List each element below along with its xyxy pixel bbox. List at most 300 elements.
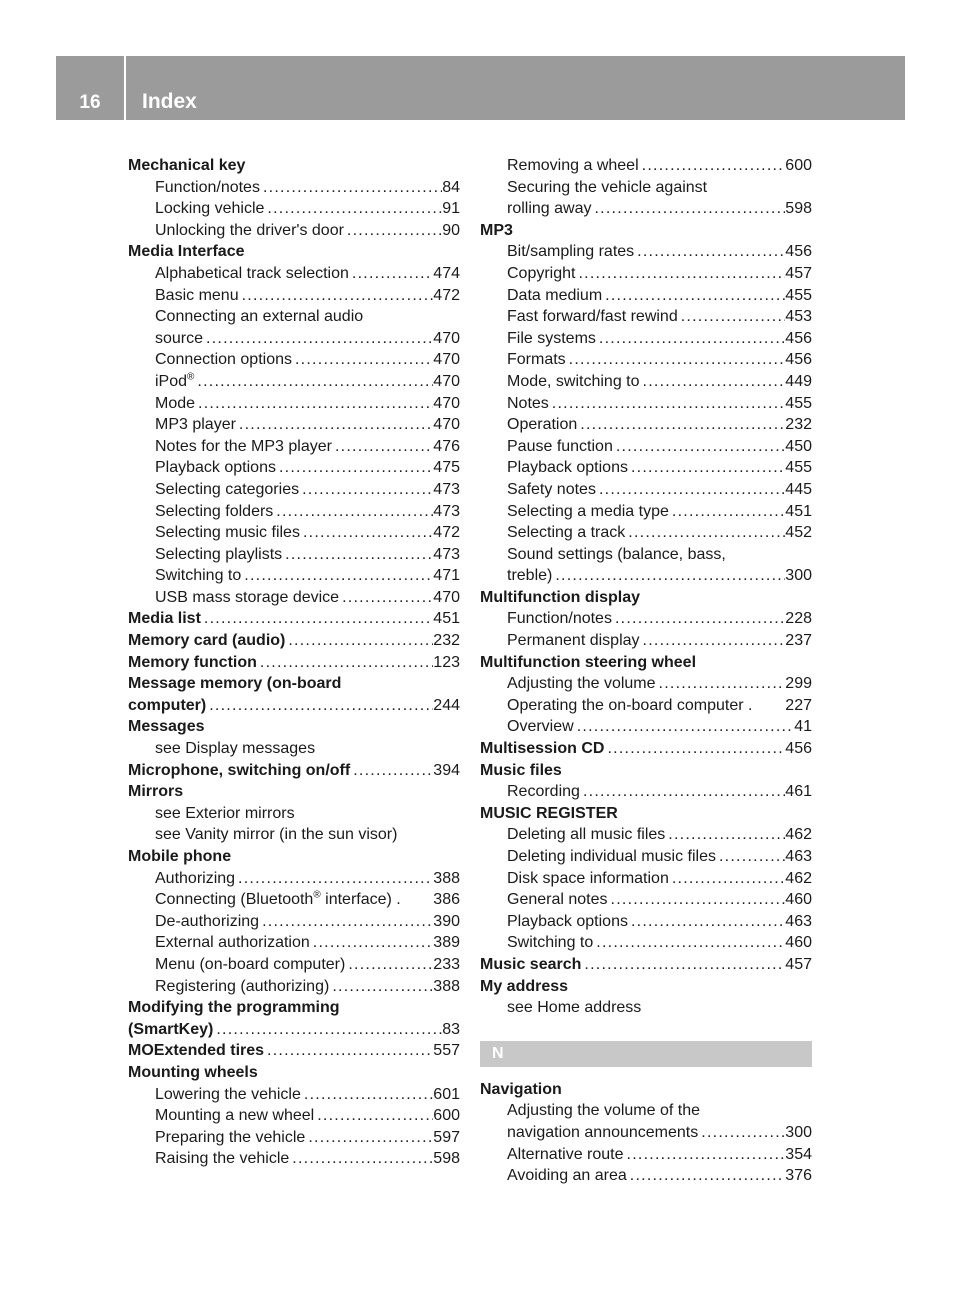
dot-leader	[203, 328, 433, 350]
page-reference: 388	[433, 977, 460, 995]
dot-leader	[332, 436, 433, 458]
dot-leader	[639, 155, 786, 177]
page-reference: 456	[785, 243, 812, 261]
index-subentry	[128, 932, 460, 954]
dot-leader	[716, 846, 785, 868]
index-entry	[128, 695, 460, 717]
entry-label: Disk space information	[507, 869, 669, 887]
page-reference: 457	[785, 264, 812, 282]
dot-leader	[628, 457, 785, 479]
entry-label: Multifunction steering wheel	[480, 653, 697, 671]
dot-leader	[698, 1122, 785, 1144]
page-reference: 445	[785, 480, 812, 498]
index-subentry	[480, 328, 812, 350]
entry-label: Adjusting the volume of the	[507, 1102, 701, 1120]
dot-leader	[339, 587, 433, 609]
index-subentry	[128, 738, 460, 760]
entry-label: Media list	[128, 610, 201, 628]
page-reference: 462	[785, 869, 812, 887]
dot-leader	[350, 760, 433, 782]
entry-label: (SmartKey)	[128, 1020, 214, 1038]
index-entry	[128, 241, 460, 263]
index-subentry	[128, 285, 460, 307]
entry-label: Memory card (audio)	[128, 632, 286, 650]
index-entry	[128, 155, 460, 177]
entry-label: Selecting folders	[155, 502, 274, 520]
entry-label: Sound settings (balance, bass,	[507, 545, 726, 563]
entry-label: Permanent display	[507, 632, 640, 650]
page-reference: 557	[433, 1042, 460, 1060]
entry-label: Deleting all music files	[507, 826, 666, 844]
dot-leader	[300, 522, 433, 544]
dot-leader	[575, 263, 785, 285]
index-subentry	[128, 976, 460, 998]
dot-leader	[596, 328, 785, 350]
entry-label: Selecting music files	[155, 524, 300, 542]
index-subentry	[480, 997, 812, 1019]
entry-label: Selecting a media type	[507, 502, 669, 520]
entry-label: Notes	[507, 394, 549, 412]
entry-label: MP3	[480, 221, 513, 239]
page-reference: 598	[785, 200, 812, 218]
dot-leader	[596, 479, 785, 501]
entry-label: Recording	[507, 783, 580, 801]
index-entry	[480, 954, 812, 976]
page-reference: 90	[442, 221, 460, 239]
index-subentry	[128, 349, 460, 371]
dot-leader	[305, 1127, 433, 1149]
page-reference: 470	[433, 329, 460, 347]
entry-label: source	[155, 329, 204, 347]
index-subentry	[480, 522, 812, 544]
entry-label: Selecting playlists	[155, 545, 283, 563]
page-reference: 457	[785, 955, 812, 973]
index-subentry	[480, 285, 812, 307]
dot-leader	[301, 1084, 433, 1106]
entry-label: Notes for the MP3 player	[155, 437, 332, 455]
entry-label: Memory function	[128, 653, 257, 671]
index-subentry	[128, 1148, 460, 1170]
entry-label: navigation announcements	[507, 1123, 699, 1141]
page-reference: 473	[433, 545, 460, 563]
index-subentry	[128, 436, 460, 458]
entry-label: Connecting (Bluetooth® interface) .	[155, 889, 401, 909]
index-subentry	[480, 349, 812, 371]
entry-label: Selecting a track	[507, 524, 626, 542]
dot-leader	[213, 1019, 442, 1041]
entry-label: Locking vehicle	[155, 200, 265, 218]
index-subentry	[128, 328, 460, 350]
index-subentry	[128, 371, 460, 393]
index-subentry	[128, 522, 460, 544]
entry-label: Mode, switching to	[507, 372, 640, 390]
entry-label: Multifunction display	[480, 588, 640, 606]
index-subentry	[480, 781, 812, 803]
index-entry	[480, 587, 812, 609]
page-reference: 460	[785, 934, 812, 952]
index-subentry	[480, 263, 812, 285]
entry-label: Switching to	[507, 934, 594, 952]
entry-label: MUSIC REGISTER	[480, 804, 618, 822]
index-subentry	[480, 868, 812, 890]
index-entry	[480, 1079, 812, 1101]
entry-label: File systems	[507, 329, 596, 347]
index-subentry	[128, 803, 460, 825]
entry-label: Music search	[480, 955, 582, 973]
index-subentry	[480, 501, 812, 523]
dot-leader	[195, 393, 433, 415]
dot-leader	[580, 781, 785, 803]
page-reference: 455	[785, 286, 812, 304]
page-reference: 386	[433, 891, 460, 909]
entry-label: Mobile phone	[128, 848, 232, 865]
index-entry	[128, 716, 460, 738]
index-subentry	[128, 1127, 460, 1149]
page-reference: 470	[433, 351, 460, 369]
dot-leader	[260, 177, 442, 199]
page-reference: 600	[433, 1107, 460, 1125]
entry-label: Operation	[507, 416, 578, 434]
page-reference: 83	[442, 1020, 460, 1038]
index-entry	[480, 652, 812, 674]
dot-leader	[273, 501, 433, 523]
entry-label: Preparing the vehicle	[155, 1128, 306, 1146]
entry-label: Unlocking the driver's door	[155, 221, 344, 239]
index-entry	[128, 997, 460, 1019]
index-subentry	[480, 155, 812, 177]
dot-leader	[665, 824, 785, 846]
dot-leader	[608, 889, 786, 911]
page-reference: 390	[433, 912, 460, 930]
entry-label: Alternative route	[507, 1145, 624, 1163]
index-subentry	[480, 608, 812, 630]
entry-label: Switching to	[155, 567, 242, 585]
dot-leader	[344, 220, 442, 242]
page-reference: 476	[433, 437, 460, 455]
dot-leader	[264, 198, 442, 220]
dot-leader	[299, 479, 433, 501]
dot-leader	[201, 608, 433, 630]
index-subentry	[480, 846, 812, 868]
index-subentry	[128, 565, 460, 587]
index-subentry	[480, 695, 812, 717]
entry-label: Message memory (on-board	[128, 675, 342, 693]
entry-label: Authorizing	[155, 869, 236, 887]
dot-leader	[345, 954, 433, 976]
entry-label: Alphabetical track selection	[155, 264, 349, 282]
page-reference: 470	[433, 416, 460, 434]
index-subentry	[480, 436, 812, 458]
index-subentry	[480, 1144, 812, 1166]
index-entry	[480, 738, 812, 760]
page-reference: 472	[433, 524, 460, 542]
dot-leader	[236, 414, 433, 436]
entry-label: Multisession CD	[480, 740, 605, 758]
dot-leader	[549, 393, 786, 415]
page-header	[56, 56, 905, 120]
dot-leader	[314, 1105, 433, 1127]
page-reference: 473	[433, 480, 460, 498]
index-subentry	[480, 177, 812, 199]
index-entry	[480, 976, 812, 998]
index-subentry	[480, 544, 812, 566]
entry-label: Securing the vehicle against	[507, 178, 708, 196]
page-reference: 460	[785, 891, 812, 909]
page-reference: 123	[433, 653, 460, 671]
entry-label: Safety notes	[507, 480, 596, 498]
entry-label: Media Interface	[128, 243, 245, 261]
index-subentry	[128, 544, 460, 566]
entry-label: Adjusting the volume	[507, 675, 656, 693]
entry-label: Formats	[507, 351, 566, 369]
entry-label: Function/notes	[507, 610, 612, 628]
index-entry	[128, 608, 460, 630]
index-subentry	[128, 501, 460, 523]
dot-leader	[566, 349, 786, 371]
page-reference: 473	[433, 502, 460, 520]
page-reference: 84	[442, 178, 460, 196]
index-subentry	[480, 457, 812, 479]
entry-label: Registering (authorizing)	[155, 977, 330, 995]
section-letter: N	[480, 1041, 812, 1067]
index-subentry	[128, 263, 460, 285]
entry-label: rolling away	[507, 200, 592, 218]
page-reference: 388	[433, 869, 460, 887]
index-entry	[128, 1062, 460, 1084]
page-reference: 461	[785, 783, 812, 801]
page-reference: 354	[785, 1145, 812, 1163]
entry-label: Modifying the programming	[128, 999, 340, 1017]
dot-leader	[577, 414, 785, 436]
page-reference: 376	[785, 1167, 812, 1185]
entry-label: Raising the vehicle	[155, 1150, 290, 1168]
index-subentry	[128, 911, 460, 933]
entry-label: General notes	[507, 891, 608, 909]
dot-leader	[257, 652, 433, 674]
entry-label: MOExtended tires	[128, 1042, 265, 1060]
entry-label: see Exterior mirrors	[155, 804, 295, 822]
entry-label: see Display messages	[155, 740, 316, 758]
entry-label: Navigation	[480, 1080, 562, 1098]
page-reference: 463	[785, 848, 812, 865]
page-reference: 91	[442, 200, 460, 218]
dot-leader	[591, 198, 785, 220]
page-reference: 601	[433, 1085, 460, 1103]
index-entry	[128, 630, 460, 652]
entry-label: My address	[480, 977, 569, 995]
dot-leader	[581, 954, 785, 976]
index-subentry	[480, 1165, 812, 1187]
entry-label: Mechanical key	[128, 157, 246, 174]
entry-label: Deleting individual music files	[507, 848, 716, 865]
index-entry	[128, 1019, 460, 1041]
page-reference: 475	[433, 459, 460, 477]
index-subentry	[480, 932, 812, 954]
entry-label: Basic menu	[155, 286, 239, 304]
entry-label: MP3 player	[155, 416, 236, 434]
dot-leader	[241, 565, 433, 587]
index-subentry	[128, 1084, 460, 1106]
page-reference: 451	[433, 610, 460, 628]
entry-label: Bit/sampling rates	[507, 243, 635, 261]
page-reference: 456	[785, 351, 812, 369]
page-title: Index	[142, 90, 197, 113]
index-subentry	[480, 824, 812, 846]
page-reference: 244	[433, 696, 460, 714]
index-column-left	[128, 155, 460, 1170]
dot-leader	[329, 976, 433, 998]
dot-leader	[282, 544, 433, 566]
index-subentry	[480, 371, 812, 393]
page-reference: 299	[785, 675, 812, 693]
index-subentry	[128, 414, 460, 436]
index-subentry	[480, 198, 812, 220]
index-subentry	[128, 824, 460, 846]
entry-label: see Vanity mirror (in the sun visor)	[155, 826, 398, 844]
page-reference: 233	[433, 955, 460, 973]
entry-label: treble)	[507, 567, 553, 585]
dot-leader	[613, 436, 785, 458]
entry-label: iPod®	[155, 371, 195, 390]
page-reference: 452	[785, 524, 812, 542]
entry-label: Microphone, switching on/off	[128, 761, 351, 779]
index-subentry	[128, 457, 460, 479]
index-entry	[128, 673, 460, 695]
entry-label: Playback options	[155, 459, 276, 477]
dot-leader	[678, 306, 786, 328]
index-subentry	[128, 479, 460, 501]
index-subentry	[480, 306, 812, 328]
entry-label: Playback options	[507, 912, 628, 930]
page-reference: 232	[433, 632, 460, 650]
entry-label: Data medium	[507, 286, 603, 304]
entry-label: Function/notes	[155, 178, 260, 196]
page-reference: 451	[785, 502, 812, 520]
dot-leader	[624, 1144, 786, 1166]
dot-leader	[640, 630, 786, 652]
entry-label: Mounting wheels	[128, 1063, 258, 1081]
dot-leader	[349, 263, 433, 285]
page-reference: 472	[433, 286, 460, 304]
index-entry	[480, 220, 812, 242]
page-reference: 300	[785, 567, 812, 585]
index-subentry	[480, 479, 812, 501]
index-subentry	[480, 889, 812, 911]
page-reference: 232	[785, 416, 812, 434]
page-reference: 456	[785, 740, 812, 758]
index-entry	[128, 781, 460, 803]
registered-mark: ®	[187, 371, 195, 383]
entry-label: Mode	[155, 394, 196, 412]
page-reference: 598	[433, 1150, 460, 1168]
dot-leader	[259, 911, 433, 933]
page-reference: 41	[794, 718, 812, 736]
index-subentry	[128, 198, 460, 220]
entry-label: see Home address	[507, 999, 642, 1017]
index-entry	[480, 803, 812, 825]
entry-label: Removing a wheel	[507, 157, 639, 174]
page-reference: 474	[433, 264, 460, 282]
dot-leader	[292, 349, 433, 371]
dot-leader	[593, 932, 785, 954]
page-reference: 228	[785, 610, 812, 628]
index-subentry	[480, 414, 812, 436]
dot-leader	[310, 932, 434, 954]
dot-leader	[239, 285, 434, 307]
dot-leader	[634, 241, 785, 263]
index-subentry	[480, 673, 812, 695]
page-reference: 471	[433, 567, 460, 585]
dot-leader	[285, 630, 433, 652]
page-reference: 394	[433, 761, 460, 779]
dot-leader	[604, 738, 785, 760]
entry-label: Copyright	[507, 264, 576, 282]
entry-label: Connection options	[155, 351, 292, 369]
index-subentry	[128, 306, 460, 328]
index-entry	[128, 760, 460, 782]
entry-label: De-authorizing	[155, 912, 260, 930]
page-reference: 597	[433, 1128, 460, 1146]
entry-label: Avoiding an area	[507, 1167, 627, 1185]
page-number: 16	[56, 56, 126, 120]
page-reference: 449	[785, 372, 812, 390]
page-reference: 470	[433, 372, 460, 390]
entry-label: USB mass storage device	[155, 588, 340, 606]
page-reference: 450	[785, 437, 812, 455]
page-reference: 470	[433, 394, 460, 412]
dot-leader	[264, 1040, 433, 1062]
registered-mark: ®	[313, 889, 321, 901]
entry-label: Fast forward/fast rewind	[507, 308, 678, 326]
entry-label: External authorization	[155, 934, 310, 952]
entry-label: Pause function	[507, 437, 613, 455]
dot-leader	[625, 522, 785, 544]
dot-leader	[552, 565, 785, 587]
dot-leader	[669, 868, 785, 890]
dot-leader	[194, 371, 433, 393]
index-subentry	[128, 393, 460, 415]
dot-leader	[235, 868, 433, 890]
page-reference: 389	[433, 934, 460, 952]
dot-leader	[640, 371, 786, 393]
page-reference: 227	[785, 696, 812, 714]
index-subentry	[128, 954, 460, 976]
entry-label: Music files	[480, 761, 562, 779]
index-subentry	[480, 393, 812, 415]
index-subentry	[128, 889, 460, 911]
entry-label: Selecting categories	[155, 480, 300, 498]
entry-label: Messages	[128, 718, 205, 736]
page-reference: 463	[785, 912, 812, 930]
dot-leader	[602, 285, 785, 307]
dot-leader	[628, 911, 785, 933]
entry-label: Lowering the vehicle	[155, 1085, 301, 1103]
index-entry	[128, 846, 460, 868]
index-column-right	[480, 155, 812, 1187]
entry-label: Menu (on-board computer)	[155, 955, 346, 973]
dot-leader	[289, 1148, 433, 1170]
page-reference: 300	[785, 1123, 812, 1141]
entry-label: Overview	[507, 718, 574, 736]
index-subentry	[480, 911, 812, 933]
index-entry	[128, 1040, 460, 1062]
entry-label: computer)	[128, 696, 207, 714]
index-entry	[128, 652, 460, 674]
index-subentry	[128, 220, 460, 242]
page-reference: 455	[785, 394, 812, 412]
page-reference: 453	[785, 308, 812, 326]
dot-leader	[669, 501, 785, 523]
